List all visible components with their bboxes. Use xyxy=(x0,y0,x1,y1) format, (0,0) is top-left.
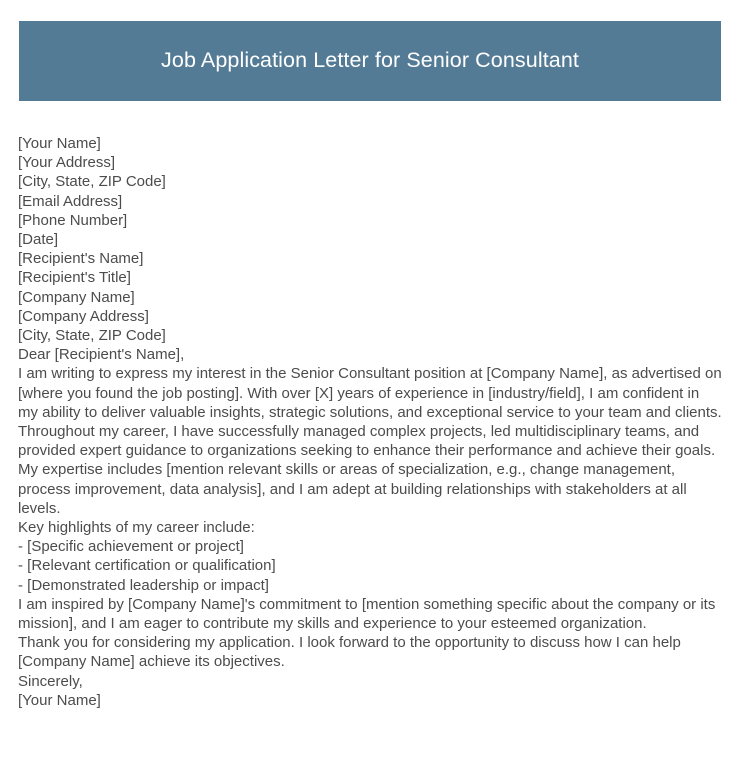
letter-body xyxy=(18,134,723,710)
closing-salutation: Sincerely, xyxy=(18,672,83,690)
sender-line-city-state-zip: [City, State, ZIP Code] xyxy=(18,173,166,191)
list-item: - [Demonstrated leadership or impact] xyxy=(18,576,269,594)
paragraph-closing-thanks: Thank you for considering my application. I look forward to the opportunity to discuss how I can help [Company Name] achieve its objectives. xyxy=(18,634,681,671)
sender-line-your-address: [Your Address] xyxy=(18,154,116,172)
sender-address-block xyxy=(18,134,723,249)
recipient-line-city-state-zip: [City, State, ZIP Code] xyxy=(18,327,166,345)
recipient-line-title: [Recipient's Title] xyxy=(18,269,131,287)
list-item: - [Specific achievement or project] xyxy=(18,538,244,556)
recipient-address-block xyxy=(18,249,723,345)
sender-line-email: [Email Address] xyxy=(18,192,123,210)
highlights-list xyxy=(18,537,723,595)
recipient-line-company-address: [Company Address] xyxy=(18,307,149,325)
paragraph-motivation: I am inspired by [Company Name]'s commitment to [mention something specific about the company or its mission], and I am eager to contribute my skills and experience to your esteemed organization. xyxy=(18,595,716,633)
sender-line-phone: [Phone Number] xyxy=(18,211,128,229)
recipient-line-name: [Recipient's Name] xyxy=(18,250,144,268)
sender-line-date: [Date] xyxy=(18,231,59,249)
paragraph-introduction: I am writing to express my interest in the Senior Consultant position at [Company Name], as advertised on [where you found the job posting]. With over [X] years of experience in [industry/field], I am confident in my ability to deliver valuable insights, strategic solutions, and exceptional service to your team and clients. xyxy=(18,365,722,421)
highlights-intro: Key highlights of my career include: xyxy=(18,519,255,537)
page-title: Job Application Letter for Senior Consultant xyxy=(161,48,579,73)
salutation: Dear [Recipient's Name], xyxy=(18,346,185,364)
paragraph-experience: Throughout my career, I have successfully managed complex projects, led multidisciplinary teams, and provided expert guidance to organizations seeking to enhance their performance and achieve their goals. My expertise includes [mention relevant skills or areas of specialization, e.g., change management, process improvement, data analysis], and I am adept at building relationships with stakeholders at all levels. xyxy=(18,423,716,517)
list-item: - [Relevant certification or qualification] xyxy=(18,557,276,575)
letter-header-banner xyxy=(19,21,721,101)
recipient-line-company-name: [Company Name] xyxy=(18,288,135,306)
sender-line-your-name: [Your Name] xyxy=(18,135,101,152)
signature-name: [Your Name] xyxy=(18,691,101,709)
